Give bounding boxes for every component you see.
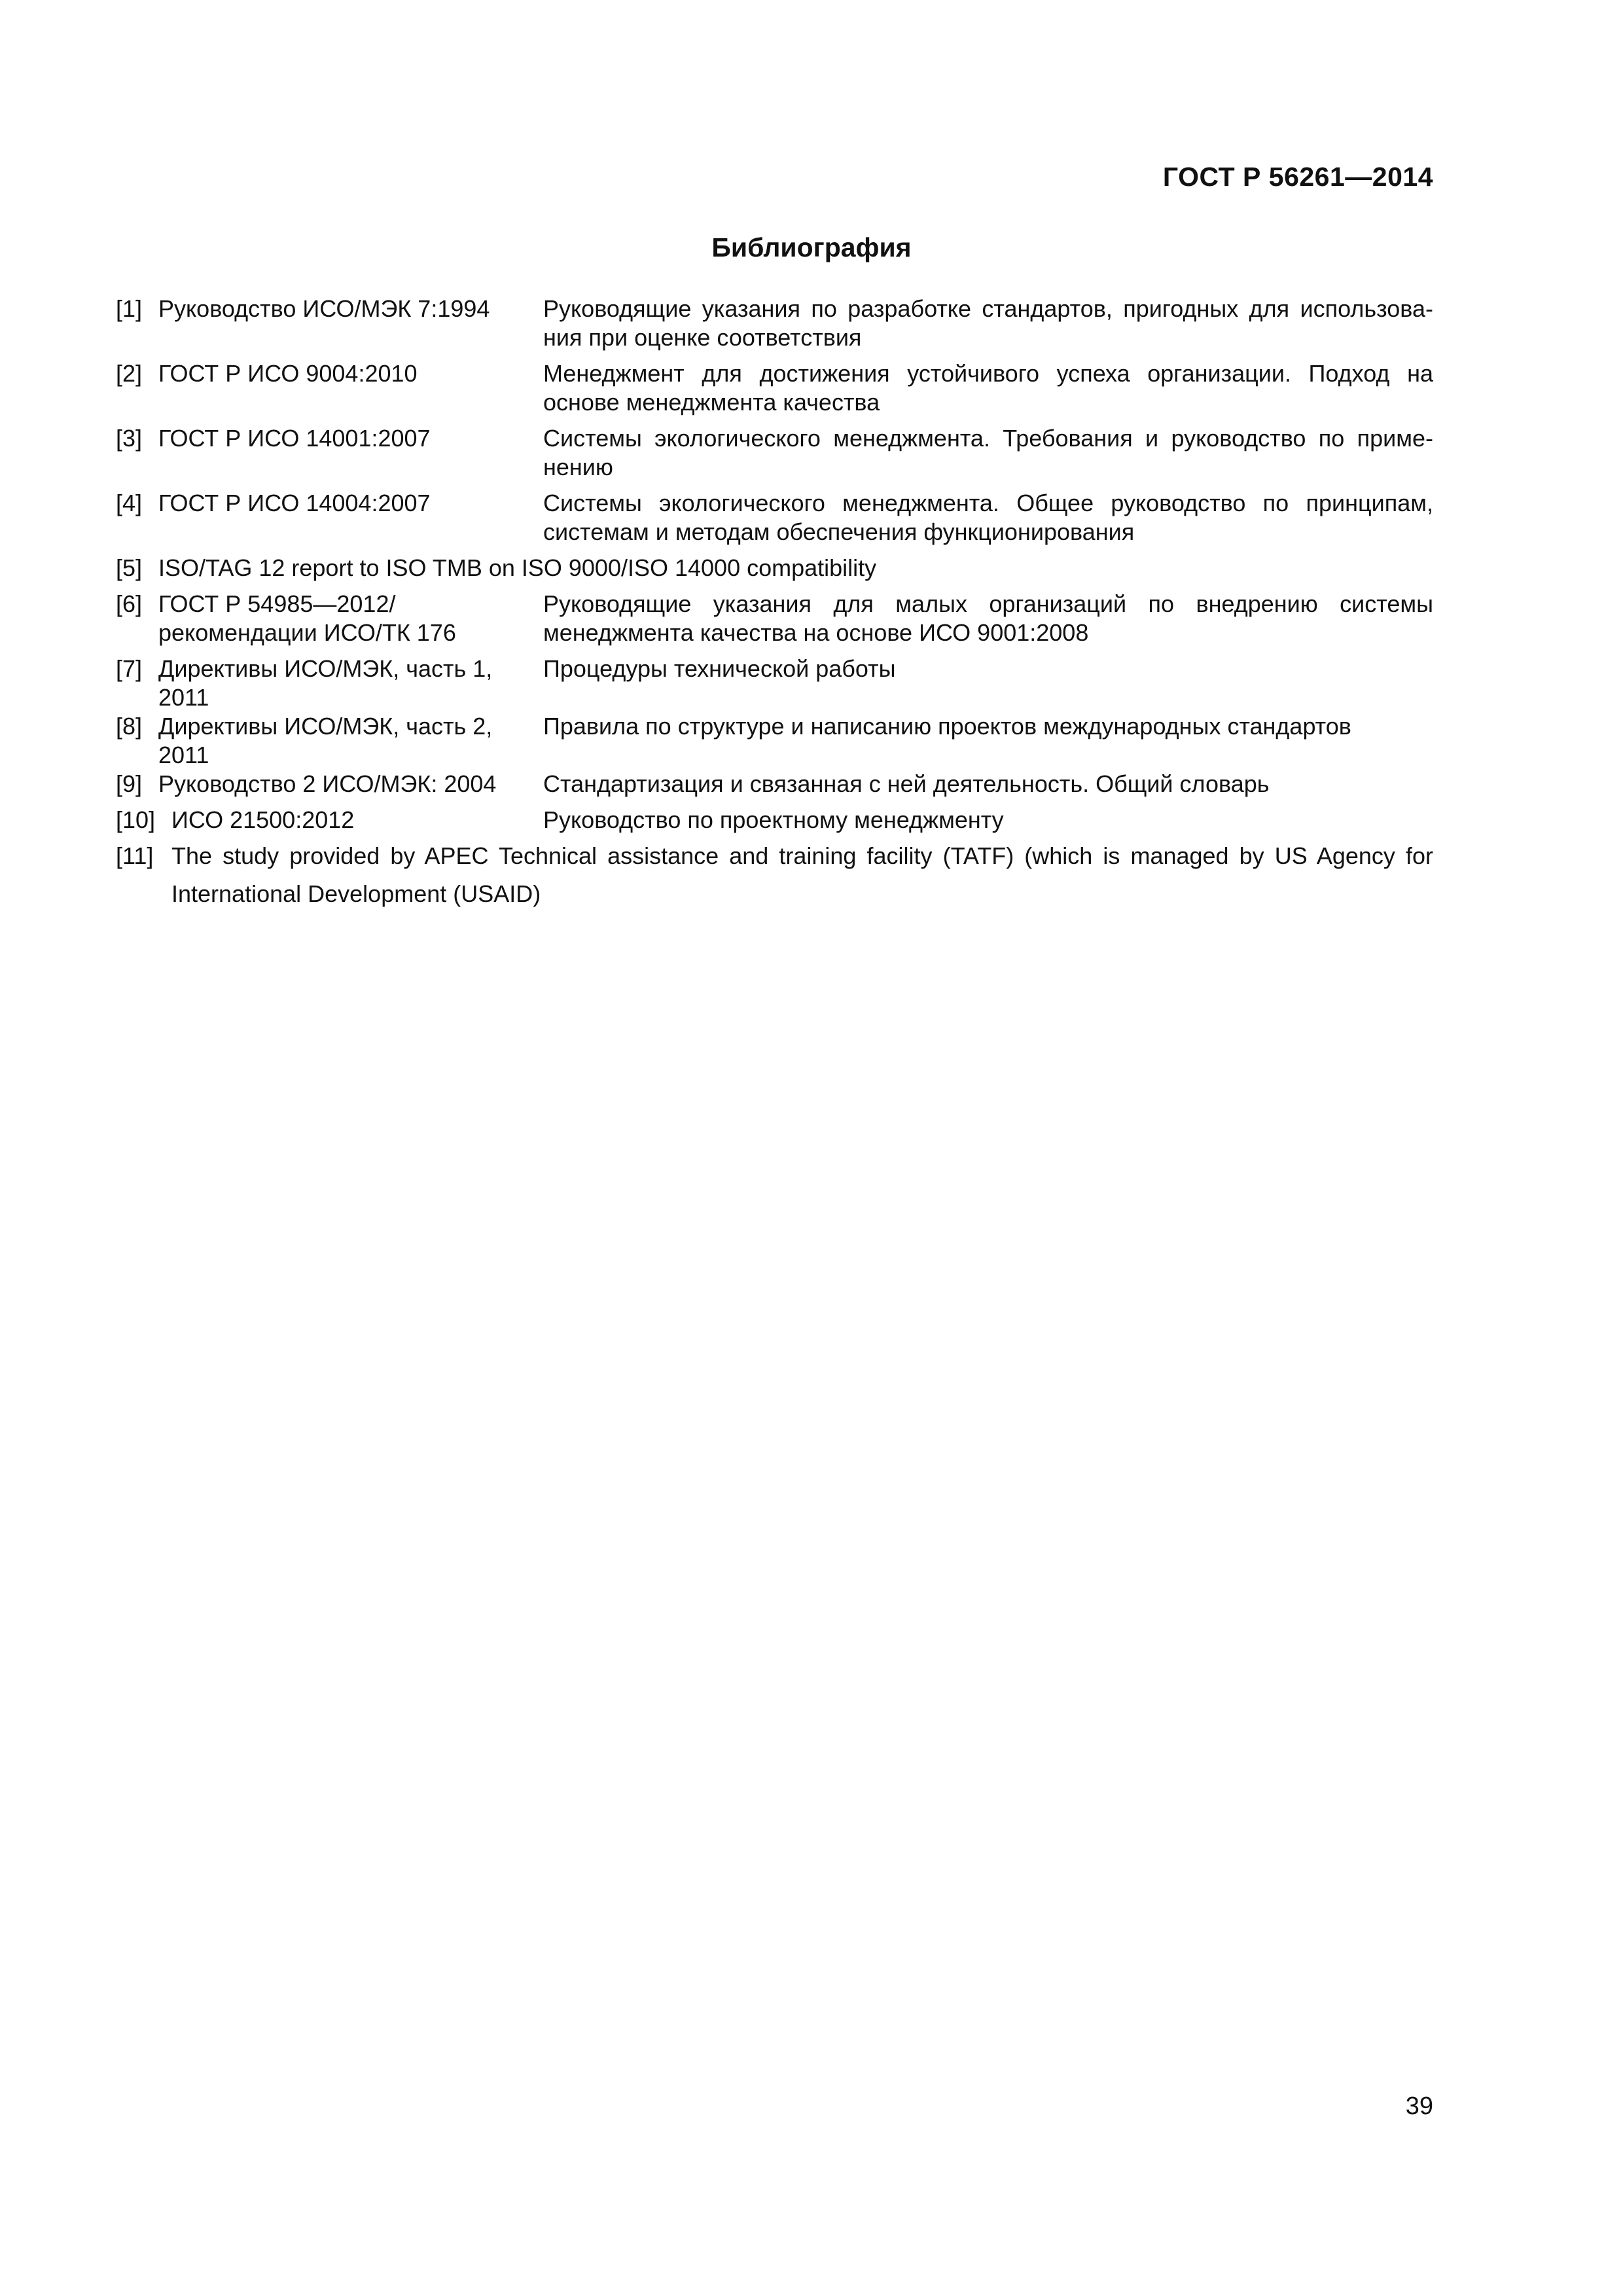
entry-source: ГОСТ Р 54985—2012/ рекомендации ИСО/ТК 176: [158, 590, 456, 646]
page-number: 39: [1405, 2092, 1433, 2120]
entry-description: Руководящие указания по разработке стандартов, пригодных для использова-ния при оценке соответствия: [543, 295, 1433, 351]
bibliography-entry-9: [116, 770, 1433, 798]
entry-number: [9]: [116, 770, 143, 797]
entry-source: ГОСТ Р ИСО 14001:2007: [158, 425, 431, 452]
entry-source: Руководство ИСО/МЭК 7:1994: [158, 295, 490, 322]
entry-description: Руководящие указания для малых организаций по внедрению системы менеджмента качества на основе ИСО 9001:2008: [543, 590, 1433, 646]
bibliography-entry-4: [116, 489, 1433, 547]
bibliography-entry-1: [116, 295, 1433, 352]
entry-number: [4]: [116, 490, 143, 516]
entry-description: Правила по структуре и написанию проектов международных стандартов: [543, 713, 1351, 740]
entry-source: Руководство 2 ИСО/МЭК: 2004: [158, 770, 497, 797]
entry-source: ИСО 21500:2012: [171, 806, 355, 833]
entry-number: [11]: [116, 842, 154, 869]
bibliography-title: Библиография: [711, 232, 912, 262]
entry-source: ГОСТ Р ИСО 9004:2010: [158, 360, 418, 387]
entry-number: [6]: [116, 590, 143, 617]
bibliography-entry-8: [116, 712, 1433, 770]
entry-number: [8]: [116, 713, 143, 740]
entry-description: Системы экологического менеджмента. Общее руководство по принципам, системам и методам обеспечения функционирования: [543, 490, 1433, 545]
document-code: ГОСТ Р 56261—2014: [1162, 162, 1433, 192]
bibliography-entry-11: [116, 842, 1433, 913]
entry-text: ISO/TAG 12 report to ISO TMB on ISO 9000/ISO 14000 compatibility: [158, 554, 877, 581]
entry-number: [7]: [116, 655, 143, 682]
entry-number: [1]: [116, 295, 143, 322]
entry-source: Директивы ИСО/МЭК, часть 2, 2011: [158, 713, 493, 768]
bibliography-entry-7: [116, 655, 1433, 712]
entry-number: [10]: [116, 806, 156, 833]
bibliography-entry-3: [116, 424, 1433, 482]
entry-text: The study provided by APEC Technical assistance and training facility (TATF) (which is managed by US Agency for International Development (USAID): [171, 842, 1433, 907]
entry-description: Менеджмент для достижения устойчивого успеха организации. Подход на основе менеджмента качества: [543, 360, 1433, 416]
bibliography-entry-6: [116, 590, 1433, 647]
bibliography-entry-2: [116, 359, 1433, 417]
entry-description: Процедуры технической работы: [543, 655, 896, 682]
entry-source: ГОСТ Р ИСО 14004:2007: [158, 490, 431, 516]
entry-number: [5]: [116, 554, 143, 581]
bibliography-entry-10: [116, 806, 1433, 834]
entry-description: Руководство по проектному менеджменту: [543, 806, 1004, 833]
entry-number: [3]: [116, 425, 143, 452]
bibliography-list: [116, 295, 1433, 920]
entry-description: Стандартизация и связанная с ней деятельность. Общий словарь: [543, 770, 1270, 797]
entry-number: [2]: [116, 360, 143, 387]
entry-description: Системы экологического менеджмента. Требования и руководство по приме-нению: [543, 425, 1433, 480]
bibliography-entry-5: [116, 554, 1433, 583]
entry-source: Директивы ИСО/МЭК, часть 1, 2011: [158, 655, 493, 711]
